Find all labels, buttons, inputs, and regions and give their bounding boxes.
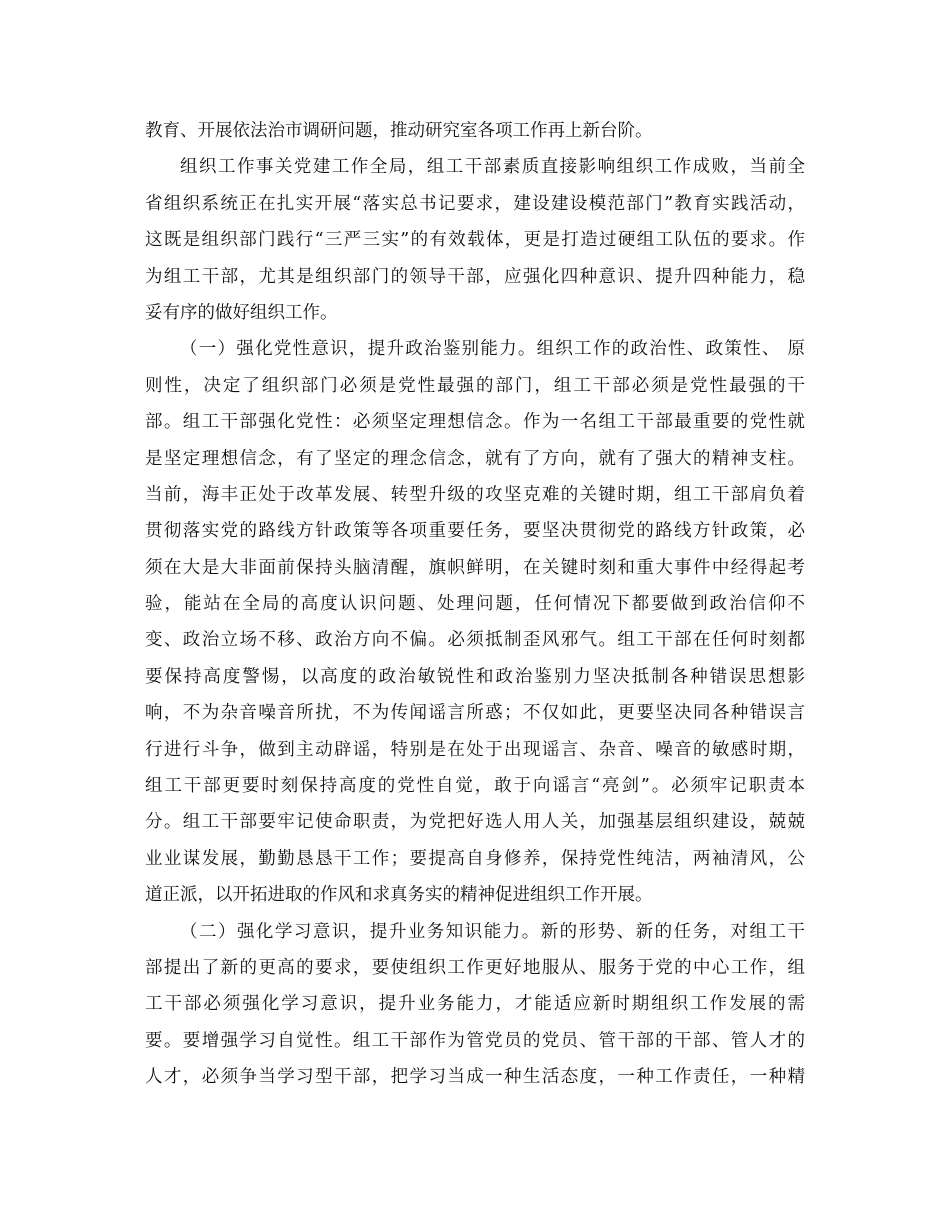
text-line: 验，能站在全局的高度认识问题、处理问题，任何情况下都要做到政治信仰不	[145, 594, 805, 615]
text-line: 要保持高度警惕，以高度的政治敏锐性和政治鉴别力坚决抵制各种错误思想影	[145, 666, 805, 687]
text-line: 当前，海丰正处于改革发展、转型升级的攻坚克难的关键时期，组工干部肩负着	[145, 484, 805, 505]
text-line: 部提出了新的更高的要求，要使组织工作更好地服从、服务于党的中心工作，组	[145, 957, 805, 978]
text-line: 业业谋发展，勤勤恳恳干工作；要提高自身修养，保持党性纯洁，两袖清风，公	[145, 848, 805, 869]
text-line: 响，不为杂音噪音所扰，不为传闻谣言所惑；不仅如此，更要坚决同各种错误言	[145, 703, 805, 724]
text-line: 分。组工干部要牢记使命职责，为党把好选人用人关，加强基层组织建设，兢兢	[145, 812, 805, 833]
text-line: 组织工作事关党建工作全局，组工干部素质直接影响组织工作成败，当前全	[180, 157, 805, 178]
text-line: 是坚定理想信念，有了坚定的理念信念，就有了方向，就有了强大的精神支柱。	[145, 448, 805, 469]
paragraph	[145, 331, 805, 913]
text-line: 道正派，以开拓进取的作风和求真务实的精神促进组织工作开展。	[145, 885, 653, 906]
text-line: 组工干部更要时刻保持高度的党性自觉，敢于向谣言“亮剑”。必须牢记职责本	[145, 776, 805, 797]
text-line: 为组工干部，尤其是组织部门的领导干部，应强化四种意识、提升四种能力，稳	[145, 266, 805, 287]
text-line: 这既是组织部门践行“三严三实”的有效载体，更是打造过硬组工队伍的要求。作	[145, 230, 805, 251]
text-line: 要。要增强学习自觉性。组工干部作为管党员的党员、管干部的干部、管人才的	[145, 1030, 805, 1051]
text-line: （二）强化学习意识，提升业务知识能力。新的形势、新的任务，对组工干	[180, 921, 805, 942]
text-line: 妥有序的做好组织工作。	[145, 302, 338, 323]
text-line: 部。组工干部强化党性：必须坚定理想信念。作为一名组工干部最重要的党性就	[145, 412, 805, 433]
document-body	[145, 113, 805, 1096]
text-line: 行进行斗争，做到主动辟谣，特别是在处于出现谣言、杂音、噪音的敏感时期，	[145, 739, 805, 760]
paragraph	[145, 914, 805, 1096]
text-line: 贯彻落实党的路线方针政策等各项重要任务，要坚决贯彻党的路线方针政策，必	[145, 521, 805, 542]
text-line: 变、政治立场不移、政治方向不偏。必须抵制歪风邪气。组工干部在任何时刻都	[145, 630, 805, 651]
text-line: 则性，决定了组织部门必须是党性最强的部门，组工干部必须是党性最强的干	[145, 375, 805, 396]
paragraph	[145, 113, 805, 149]
text-line: 工干部必须强化学习意识，提升业务能力，才能适应新时期组织工作发展的需	[145, 994, 805, 1015]
text-line: （一）强化党性意识，提升政治鉴别能力。组织工作的政治性、政策性、 原	[180, 339, 805, 360]
text-line: 省组织系统正在扎实开展“落实总书记要求，建设建设模范部门”教育实践活动，	[145, 193, 805, 214]
text-line: 须在大是大非面前保持头脑清醒，旗帜鲜明，在关键时刻和重大事件中经得起考	[145, 557, 805, 578]
text-line: 教育、开展依法治市调研问题，推动研究室各项工作再上新台阶。	[145, 121, 653, 141]
paragraph	[145, 149, 805, 331]
text-line: 人才，必须争当学习型干部，把学习当成一种生活态度，一种工作责任，一种精	[145, 1067, 805, 1088]
